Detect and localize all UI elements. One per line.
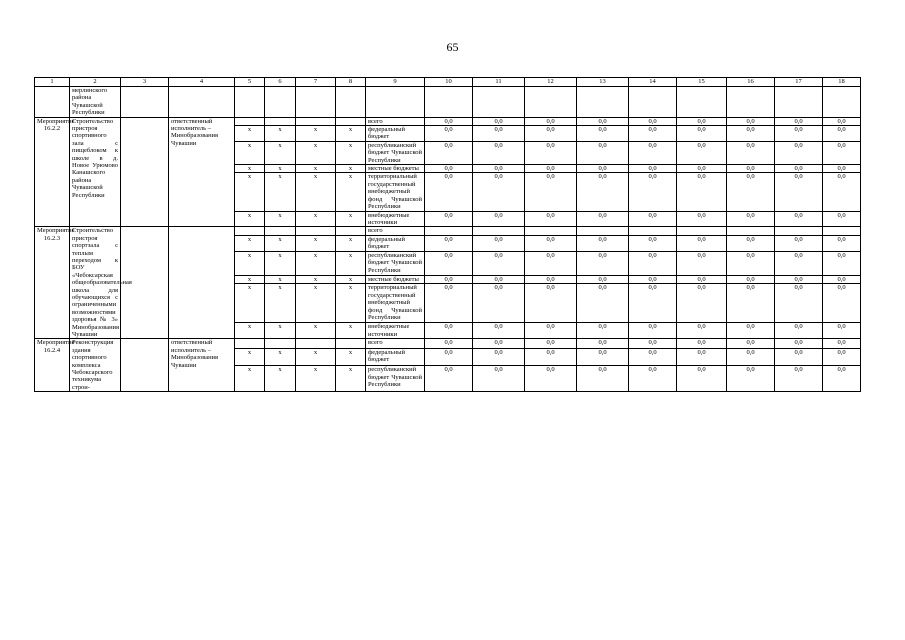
value-cell: 0,0 (425, 117, 473, 125)
code-cell: x (265, 173, 296, 211)
value-cell: 0,0 (677, 141, 727, 164)
value-cell: 0,0 (525, 173, 577, 211)
value-cell: 0,0 (629, 284, 677, 323)
table-cell (35, 87, 70, 118)
code-cell: x (235, 141, 265, 164)
value-cell: 0,0 (525, 366, 577, 392)
value-cell: 0,0 (629, 348, 677, 366)
code-cell: x (265, 165, 296, 173)
code-cell: x (235, 235, 265, 251)
value-cell: 0,0 (577, 235, 629, 251)
value-cell: 0,0 (473, 173, 525, 211)
value-cell: 0,0 (677, 117, 727, 125)
column-number: 18 (823, 78, 861, 87)
value-cell: 0,0 (823, 173, 861, 211)
code-cell: x (336, 235, 366, 251)
value-cell: 0,0 (425, 366, 473, 392)
value-cell: 0,0 (577, 211, 629, 227)
funding-source: территориальный государственный внебюджетный фонд Чувашской Республики (366, 173, 425, 211)
value-cell (425, 227, 473, 236)
code-cell: x (235, 366, 265, 392)
value-cell: 0,0 (577, 165, 629, 173)
code-cell: x (336, 284, 366, 323)
column-number: 12 (525, 78, 577, 87)
value-cell: 0,0 (525, 323, 577, 339)
code-cell (336, 227, 366, 236)
code-cell (336, 117, 366, 125)
code-cell: x (235, 126, 265, 142)
executor-text: ответственный исполнитель – Минобразования Чувашии (169, 339, 235, 392)
code-cell: x (296, 173, 336, 211)
code-cell: x (296, 126, 336, 142)
funding-source: федеральный бюджет (366, 235, 425, 251)
value-cell: 0,0 (677, 339, 727, 348)
value-cell: 0,0 (577, 366, 629, 392)
value-cell: 0,0 (775, 141, 823, 164)
value-cell: 0,0 (775, 366, 823, 392)
value-cell: 0,0 (727, 141, 775, 164)
code-cell: x (336, 252, 366, 276)
value-cell: 0,0 (425, 275, 473, 284)
value-cell: 0,0 (577, 275, 629, 284)
funding-source: внебюджетные источники (366, 211, 425, 227)
code-cell: x (296, 284, 336, 323)
value-cell: 0,0 (823, 339, 861, 348)
code-cell (235, 117, 265, 125)
table-cell (366, 87, 425, 118)
value-cell: 0,0 (525, 126, 577, 142)
code-cell: x (265, 141, 296, 164)
value-cell: 0,0 (629, 323, 677, 339)
measure-name: Строительство пристроя спортивного зала с пищеблоком к школе в д. Новое Урюмово Канашского района Чувашской Республики (70, 117, 121, 227)
table-cell (775, 87, 823, 118)
value-cell (677, 227, 727, 236)
table-cell (823, 87, 861, 118)
code-cell: x (265, 275, 296, 284)
funding-source: местные бюджеты (366, 165, 425, 173)
code-cell: x (265, 366, 296, 392)
table-cell (265, 87, 296, 118)
value-cell: 0,0 (775, 235, 823, 251)
value-cell: 0,0 (629, 141, 677, 164)
value-cell: 0,0 (525, 211, 577, 227)
value-cell: 0,0 (823, 165, 861, 173)
column-number: 16 (727, 78, 775, 87)
value-cell: 0,0 (727, 173, 775, 211)
value-cell: 0,0 (425, 165, 473, 173)
code-cell: x (235, 173, 265, 211)
table-cell (677, 87, 727, 118)
column-number: 1 (35, 78, 70, 87)
value-cell (727, 227, 775, 236)
value-cell: 0,0 (473, 366, 525, 392)
value-cell: 0,0 (473, 348, 525, 366)
value-cell: 0,0 (577, 348, 629, 366)
value-cell: 0,0 (473, 211, 525, 227)
funding-source: всего (366, 227, 425, 236)
value-cell: 0,0 (629, 117, 677, 125)
value-cell: 0,0 (823, 117, 861, 125)
value-cell: 0,0 (425, 348, 473, 366)
code-cell: x (336, 275, 366, 284)
column-number: 4 (169, 78, 235, 87)
column-number: 3 (121, 78, 169, 87)
code-cell (296, 227, 336, 236)
code-cell: x (235, 211, 265, 227)
code-cell: x (265, 126, 296, 142)
code-cell: x (336, 366, 366, 392)
value-cell: 0,0 (525, 339, 577, 348)
code-cell: x (265, 235, 296, 251)
value-cell (577, 227, 629, 236)
value-cell: 0,0 (823, 211, 861, 227)
value-cell: 0,0 (775, 126, 823, 142)
measure-name: Реконструкция здания спортивного комплекса Чебоксарского техникума строи- (70, 339, 121, 392)
value-cell: 0,0 (473, 126, 525, 142)
column-number: 6 (265, 78, 296, 87)
code-cell: x (336, 141, 366, 164)
code-cell: x (336, 211, 366, 227)
value-cell: 0,0 (629, 275, 677, 284)
value-cell: 0,0 (727, 275, 775, 284)
code-cell: x (235, 323, 265, 339)
value-cell: 0,0 (425, 323, 473, 339)
executor-text (169, 227, 235, 339)
value-cell: 0,0 (473, 165, 525, 173)
value-cell (473, 227, 525, 236)
value-cell: 0,0 (525, 284, 577, 323)
value-cell: 0,0 (473, 141, 525, 164)
value-cell: 0,0 (727, 235, 775, 251)
executor-text: ответственный исполнитель – Минобразования Чувашии (169, 117, 235, 227)
value-cell: 0,0 (727, 211, 775, 227)
value-cell: 0,0 (677, 211, 727, 227)
column-number: 17 (775, 78, 823, 87)
value-cell: 0,0 (577, 126, 629, 142)
value-cell (629, 227, 677, 236)
value-cell: 0,0 (775, 275, 823, 284)
value-cell: 0,0 (775, 284, 823, 323)
value-cell: 0,0 (525, 252, 577, 276)
value-cell: 0,0 (823, 323, 861, 339)
value-cell: 0,0 (425, 126, 473, 142)
funding-source: внебюджетные источники (366, 323, 425, 339)
value-cell: 0,0 (727, 339, 775, 348)
value-cell: 0,0 (629, 173, 677, 211)
code-cell: x (265, 252, 296, 276)
column-number: 11 (473, 78, 525, 87)
code-cell: x (296, 235, 336, 251)
code-cell: x (296, 348, 336, 366)
value-cell: 0,0 (775, 165, 823, 173)
value-cell: 0,0 (727, 323, 775, 339)
code-cell: x (235, 284, 265, 323)
table-cell (121, 339, 169, 392)
value-cell: 0,0 (775, 117, 823, 125)
table-cell (629, 87, 677, 118)
value-cell: 0,0 (677, 366, 727, 392)
value-cell: 0,0 (577, 141, 629, 164)
value-cell: 0,0 (629, 339, 677, 348)
value-cell: 0,0 (525, 348, 577, 366)
table-row (35, 227, 861, 236)
value-cell (525, 227, 577, 236)
value-cell: 0,0 (473, 275, 525, 284)
value-cell: 0,0 (677, 235, 727, 251)
code-cell: x (296, 141, 336, 164)
column-number: 10 (425, 78, 473, 87)
value-cell: 0,0 (677, 323, 727, 339)
value-cell: 0,0 (727, 117, 775, 125)
value-cell: 0,0 (677, 173, 727, 211)
value-cell: 0,0 (775, 323, 823, 339)
funding-source: республиканский бюджет Чувашской Республики (366, 366, 425, 392)
value-cell: 0,0 (677, 275, 727, 284)
value-cell: 0,0 (473, 117, 525, 125)
column-number: 2 (70, 78, 121, 87)
value-cell: 0,0 (473, 284, 525, 323)
value-cell: 0,0 (677, 348, 727, 366)
code-cell: x (235, 165, 265, 173)
value-cell: 0,0 (629, 235, 677, 251)
table-cell (336, 87, 366, 118)
code-cell (265, 339, 296, 348)
value-cell (775, 227, 823, 236)
code-cell: x (336, 165, 366, 173)
code-cell: x (296, 323, 336, 339)
code-cell: x (265, 211, 296, 227)
value-cell: 0,0 (525, 235, 577, 251)
column-number: 8 (336, 78, 366, 87)
value-cell: 0,0 (577, 339, 629, 348)
code-cell: x (336, 323, 366, 339)
value-cell: 0,0 (577, 252, 629, 276)
value-cell: 0,0 (629, 252, 677, 276)
table-cell (525, 87, 577, 118)
value-cell: 0,0 (473, 339, 525, 348)
value-cell: 0,0 (525, 275, 577, 284)
code-cell: x (265, 284, 296, 323)
funding-source: федеральный бюджет (366, 126, 425, 142)
column-number: 13 (577, 78, 629, 87)
code-cell (296, 339, 336, 348)
table-cell (296, 87, 336, 118)
funding-source: территориальный государственный внебюджетный фонд Чувашской Республики (366, 284, 425, 323)
code-cell (296, 117, 336, 125)
value-cell: 0,0 (425, 339, 473, 348)
value-cell: 0,0 (577, 173, 629, 211)
funding-source: всего (366, 117, 425, 125)
value-cell: 0,0 (677, 252, 727, 276)
code-cell: x (265, 348, 296, 366)
value-cell: 0,0 (473, 323, 525, 339)
table-cell (235, 87, 265, 118)
value-cell: 0,0 (577, 323, 629, 339)
value-cell: 0,0 (525, 117, 577, 125)
column-number: 7 (296, 78, 336, 87)
table-row (35, 339, 861, 348)
code-cell (336, 339, 366, 348)
value-cell: 0,0 (425, 173, 473, 211)
value-cell: 0,0 (677, 284, 727, 323)
value-cell: 0,0 (629, 211, 677, 227)
value-cell: 0,0 (775, 339, 823, 348)
value-cell: 0,0 (823, 348, 861, 366)
code-cell: x (336, 126, 366, 142)
value-cell: 0,0 (727, 126, 775, 142)
funding-source: республиканский бюджет Чувашской Республики (366, 141, 425, 164)
code-cell (265, 227, 296, 236)
measure-name: Строительство пристроя спортзала с теплым переходом к БОУ «Чебоксарская общеобразовательная школа для обучающихся с ограниченными возможностями здоровья № 3» Минобразования Чувашии (70, 227, 121, 339)
value-cell: 0,0 (823, 275, 861, 284)
measure-label: Мероприятие 16.2.4 (35, 339, 70, 392)
value-cell: 0,0 (823, 235, 861, 251)
funding-source: всего (366, 339, 425, 348)
code-cell (265, 117, 296, 125)
value-cell: 0,0 (525, 141, 577, 164)
value-cell: 0,0 (629, 366, 677, 392)
value-cell: 0,0 (727, 284, 775, 323)
value-cell: 0,0 (823, 126, 861, 142)
value-cell: 0,0 (677, 165, 727, 173)
continuation-text: мерлинского района Чувашской Республики (70, 87, 121, 118)
column-number: 5 (235, 78, 265, 87)
code-cell: x (296, 366, 336, 392)
value-cell: 0,0 (727, 252, 775, 276)
table-cell (121, 117, 169, 227)
funding-source: федеральный бюджет (366, 348, 425, 366)
value-cell: 0,0 (629, 126, 677, 142)
value-cell: 0,0 (823, 141, 861, 164)
value-cell: 0,0 (775, 173, 823, 211)
page-number: 65 (446, 40, 459, 54)
code-cell: x (235, 252, 265, 276)
value-cell: 0,0 (577, 284, 629, 323)
value-cell: 0,0 (425, 141, 473, 164)
value-cell: 0,0 (727, 348, 775, 366)
table-row (35, 117, 861, 125)
table-cell (121, 87, 169, 118)
table-cell (473, 87, 525, 118)
value-cell: 0,0 (473, 235, 525, 251)
code-cell: x (235, 348, 265, 366)
value-cell: 0,0 (775, 211, 823, 227)
table-row (35, 87, 861, 118)
column-number: 14 (629, 78, 677, 87)
measure-label: Мероприятие 16.2.3 (35, 227, 70, 339)
table-cell (727, 87, 775, 118)
column-number: 15 (677, 78, 727, 87)
table-cell (425, 87, 473, 118)
code-cell: x (296, 252, 336, 276)
table-cell (577, 87, 629, 118)
funding-table (34, 77, 861, 392)
code-cell: x (235, 275, 265, 284)
value-cell: 0,0 (823, 252, 861, 276)
value-cell: 0,0 (577, 117, 629, 125)
code-cell: x (296, 211, 336, 227)
value-cell: 0,0 (727, 366, 775, 392)
measure-label: Мероприятие 16.2.2 (35, 117, 70, 227)
code-cell: x (296, 275, 336, 284)
value-cell: 0,0 (425, 252, 473, 276)
value-cell (823, 227, 861, 236)
value-cell: 0,0 (775, 252, 823, 276)
code-cell: x (336, 173, 366, 211)
funding-source: республиканский бюджет Чувашской Республики (366, 252, 425, 276)
code-cell (235, 339, 265, 348)
code-cell: x (265, 323, 296, 339)
funding-source: местные бюджеты (366, 275, 425, 284)
code-cell (235, 227, 265, 236)
value-cell: 0,0 (525, 165, 577, 173)
value-cell: 0,0 (727, 165, 775, 173)
code-cell: x (296, 165, 336, 173)
value-cell: 0,0 (823, 366, 861, 392)
code-cell: x (336, 348, 366, 366)
column-number: 9 (366, 78, 425, 87)
value-cell: 0,0 (677, 126, 727, 142)
value-cell: 0,0 (473, 252, 525, 276)
value-cell: 0,0 (775, 348, 823, 366)
table-cell (169, 87, 235, 118)
value-cell: 0,0 (823, 284, 861, 323)
value-cell: 0,0 (425, 235, 473, 251)
value-cell: 0,0 (425, 284, 473, 323)
value-cell: 0,0 (629, 165, 677, 173)
header-row (35, 78, 861, 87)
value-cell: 0,0 (425, 211, 473, 227)
